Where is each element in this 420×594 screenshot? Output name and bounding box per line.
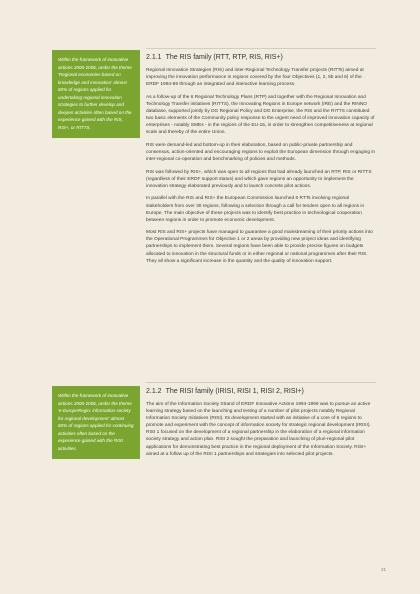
section-number: 2.1.2 xyxy=(146,388,162,395)
section-heading xyxy=(146,53,376,62)
sidebar-note-risi xyxy=(52,386,140,459)
paragraph: As a follow-up of the 6 Regional Technology Plans (RTP) and together with the Regional Innovation and Technology Transfer initiatives (RITTS), the Innovating Regions in Europe network (IRE) and the RINNO database, supported jointly by DG Regional Policy and DG Enterprise, the RIS and the RITTS constituted two basic elements of the Community policy response to the urgent need of improved innovation capacity of enterprises - notably SMEs - in the regions of the EU-15, in order to strengthen competitiveness at regional scale and thereby of the entire Union. xyxy=(146,94,375,136)
section-divider xyxy=(146,382,376,383)
paragraph: RIS were demand-led and bottom-up in their elaboration, based on public-private partnership and consensus, action-oriented and encouraging regions to exploit the European dimension through engaging in inter-regional co-operation and benchmarking of policies and methods. xyxy=(146,142,376,163)
sidebar-note-text: Within the framework of innovative actions 2000-2006, under the theme 'Regional economies based on knowledge and innovation' almost 60% of regions applied for undertaking regional innovation strategies to further develop and deepen activities often based on the experience gained with the RIS, RIS+, or RITTS. xyxy=(58,57,132,130)
sidebar-note-ris xyxy=(52,50,140,138)
section-ris-family xyxy=(146,48,376,270)
page-number: 21 xyxy=(380,567,386,572)
sidebar-note-text: Within the framework of innovative actions 2000-2006, under the theme 'e-EuropeRegio: information society for regional development' almost 60% of regions applied for continuing activities often based on the experience gained with the RISI activities. xyxy=(58,393,134,451)
section-number: 2.1.1 xyxy=(146,54,162,61)
section-risi-family xyxy=(146,382,376,463)
section-title: The RIS family (RTT, RTP, RIS, RIS+) xyxy=(165,54,283,61)
section-heading xyxy=(146,387,376,396)
paragraph: Regional Innovation Strategies (RIS) and inter-Regional Technology Transfer projects (RITTs) aimed at improving the innovation performance in regions covered by the four Objectives (1, 2, 5b and 6) of the ERDF 1994-99 through an integrated and interactive learning process. xyxy=(146,68,364,88)
paragraph: In parallel with the RIS and RIS+ the European Commission launched 6 RTTs involving regional stakeholders from over 30 regions, following a selection through a call for tenders open to all regions in Europe. The main objective of these projects was to identify best practice in technological cooperation between regions in order to promote economic development. xyxy=(146,196,365,223)
section-divider xyxy=(146,48,376,49)
paragraph: The aim of the Information Society Strand of ERDF Innovative Actions 1994-1999 was to pursue an active learning strategy based on the launching and testing of a number of pilot projects notably Regional Information Society Initiatives (RISI). Its development started with an initiative of a core of 6 regions to promote and experiment with the concept of information society for strategic regional development (IRISI). RISI 1 focused on the development of a regional partnership in the elaboration of a regional information society strategy and action plan. RISI 2 sought the preparation and launching of pluri-regional pilot applications for demonstrating best practice in the regional deployment of the Information Society. RISI+ aimed at a follow up of the RISI 1 partnerships and strategies into selected pilot projects. xyxy=(146,402,371,457)
section-title: The RISI family (IRISI, RISI 1, RISI 2, RISI+) xyxy=(165,388,304,395)
paragraph: Most RIS and RIS+ projects have managed to guarantee a good mainstreaming of their priority actions into the Operational Programmes for Objective 1 or 2 areas by providing new project ideas and identifying partnerships to implement them. Several regions have been able to provide precise figures on budgets allocated to innovation in the structural funds or in either regional or national programmes after their RIS. They all show a significant increase in the quantity and the quality of innovation support. xyxy=(146,230,373,264)
paragraph: RIS was followed by RIS+, which was open to all regions that had already launched an RTP, RIS or RITTS (regardless of their ERDF support status) and which gave regions an opportunity to implement the innovation strategy elaborated previously and to launch concrete pilot actions. xyxy=(146,169,372,189)
